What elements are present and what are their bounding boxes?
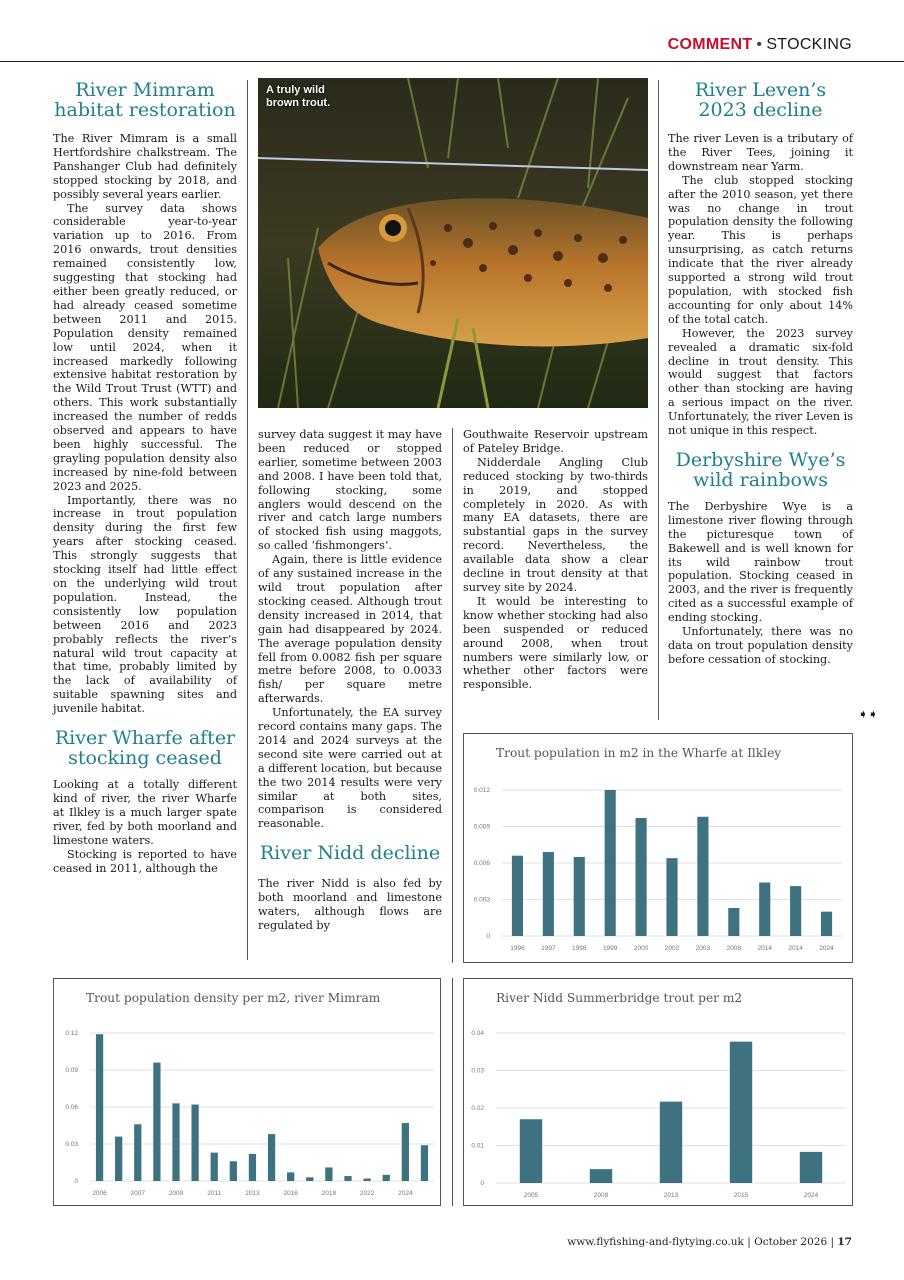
- paragraph: The Derbyshire Wye is a limestone river flowing through the picturesque town of Bakewell and is well known for its wild rainbow trout population. Stocking ceased in 2003, and the river is frequently cited as a successful example of ending stocking.: [668, 499, 853, 625]
- paragraph: The river Nidd is also fed by both moorland and limestone waters, although flows are regulated by: [258, 877, 442, 932]
- chart-title: River Nidd Summerbridge trout per m2: [496, 991, 743, 1005]
- column-divider: [452, 978, 453, 1206]
- x-tick-label: 1996: [510, 945, 525, 952]
- footer-issue: October 2026: [754, 1236, 828, 1248]
- continue-arrow-icon: ➧➧: [858, 707, 879, 721]
- bar: [697, 817, 708, 936]
- x-tick-label: 2015: [733, 1192, 749, 1199]
- chart-wharfe: [463, 733, 853, 963]
- column-4: [668, 80, 853, 667]
- x-tick-label: 2013: [663, 1192, 679, 1199]
- brown-trout-image: [258, 78, 648, 408]
- photo-caption: [266, 84, 330, 109]
- topic-name: STOCKING: [766, 36, 852, 53]
- caption-line: brown trout.: [266, 96, 331, 109]
- section-label: [668, 36, 852, 54]
- bar: [728, 908, 739, 936]
- x-tick-label: 2024: [819, 945, 834, 952]
- bar: [636, 818, 647, 936]
- chart-mimram-plot: [54, 979, 440, 1205]
- x-tick-label: 2008: [593, 1192, 609, 1199]
- chart-nidd: [463, 978, 853, 1206]
- page-footer: [567, 1236, 852, 1248]
- paragraph: The club stopped stocking after the 2010 season, yet there was no change in trout population density the following year. This is perhaps unsurprising, as catch returns indicate that the river already supported a strong wild trout population, with stocked fish accounting for only about 14% of the total catch.: [668, 173, 853, 326]
- y-tick-label: 0: [74, 1178, 78, 1185]
- y-tick-label: 0.09: [65, 1067, 78, 1074]
- section-name: COMMENT: [667, 36, 753, 53]
- header-separator: •: [756, 36, 763, 53]
- y-tick-label: 0: [486, 933, 490, 940]
- column-divider: [247, 80, 248, 960]
- x-tick-label: 2002: [664, 945, 680, 952]
- y-tick-label: 0.03: [471, 1067, 484, 1075]
- y-tick-label: 0.03: [65, 1141, 78, 1148]
- bar: [821, 912, 832, 936]
- bar: [543, 852, 554, 936]
- bar: [268, 1134, 275, 1181]
- x-tick-label: 2008: [726, 945, 742, 952]
- chart-wharfe-plot: [464, 734, 852, 962]
- column-divider: [452, 428, 453, 963]
- bar: [96, 1034, 103, 1181]
- bar: [115, 1137, 122, 1181]
- column-2: [258, 428, 442, 933]
- bar: [574, 857, 585, 936]
- heading-nidd: River Nidd decline: [259, 842, 441, 865]
- x-tick-label: 2011: [207, 1190, 222, 1197]
- y-tick-label: 0.04: [471, 1030, 484, 1037]
- caption-line: A truly wild: [266, 84, 325, 96]
- y-tick-label: 0.06: [65, 1104, 78, 1111]
- y-tick-label: 0.012: [473, 787, 490, 794]
- bar: [666, 858, 677, 936]
- page-header: [0, 30, 904, 62]
- paragraph: Unfortunately, there was no data on trout population density before cessation of stocking.: [668, 625, 853, 666]
- bar: [306, 1177, 313, 1181]
- y-tick-label: 0: [480, 1180, 484, 1187]
- paragraph: Unfortunately, the EA survey record contains many gaps. The 2014 and 2024 surveys at the second site were carried out at a different location, but because the two 2014 results were very similar at both sites, comparison is considered reasonable.: [258, 706, 442, 831]
- bar: [211, 1153, 218, 1181]
- bar: [153, 1063, 160, 1181]
- x-tick-label: 1998: [572, 945, 587, 952]
- page-number: 17: [837, 1236, 852, 1248]
- x-tick-label: 2000: [633, 945, 649, 952]
- footer-url[interactable]: www.flyfishing-and-flytying.co.uk: [567, 1236, 744, 1248]
- bar: [172, 1103, 179, 1181]
- column-3: [463, 428, 648, 692]
- y-tick-label: 0.01: [471, 1142, 484, 1150]
- x-tick-label: 2009: [168, 1190, 184, 1197]
- bar: [134, 1124, 141, 1181]
- footer-separator: |: [830, 1236, 835, 1248]
- bar: [520, 1119, 542, 1183]
- column-1: [53, 80, 237, 875]
- heading-wye: Derbyshire Wye’s wild rainbows: [675, 448, 846, 491]
- bar: [344, 1176, 351, 1181]
- paragraph: Again, there is little evidence of any sustained increase in the wild trout population after stocking ceased. Although trout density increased in 2014, that gain had disappeared by 2024. The average population density fell from 0.0082 fish per square metre before 2008, to 0.0033 fish/ per square metre afterwards.: [258, 553, 442, 706]
- bar: [421, 1145, 428, 1181]
- chart-nidd-plot: [464, 979, 852, 1205]
- x-tick-label: 1997: [541, 945, 556, 952]
- heading-leven: River Leven’s 2023 decline: [694, 79, 827, 121]
- paragraph: However, the 2023 survey revealed a dramatic six-fold decline in trout density. This would suggest that factors other than stocking are having a serious impact on the river. Unfortunately, the river Leven is not unique in this respect.: [668, 326, 853, 438]
- bar: [249, 1154, 256, 1181]
- chart-title: Trout population density per m2, river Mimram: [86, 991, 381, 1005]
- x-tick-label: 2003: [695, 945, 711, 952]
- x-tick-label: 2024: [803, 1192, 819, 1199]
- x-tick-label: 2007: [130, 1190, 146, 1197]
- x-tick-label: 2014: [788, 945, 803, 952]
- y-tick-label: 0.009: [473, 823, 490, 831]
- bar: [790, 886, 801, 936]
- bar: [363, 1179, 370, 1181]
- bar: [383, 1175, 390, 1181]
- bar: [590, 1169, 612, 1183]
- x-tick-label: 2024: [398, 1190, 413, 1197]
- paragraph: survey data suggest it may have been reduced or stopped earlier, sometime between 2003 and 2008. I have been told that, following stocking, some anglers would descend on the river and catch large numbers of stocked fish using maggots, so called ‘fishmongers’.: [258, 428, 442, 553]
- bar: [759, 882, 770, 936]
- bar: [512, 856, 523, 936]
- bar: [325, 1167, 332, 1181]
- x-tick-label: 2013: [245, 1190, 260, 1197]
- paragraph: Stocking is reported to have ceased in 2011, although the: [53, 847, 237, 875]
- heading-mimram: River Mimram habitat restoration: [54, 79, 236, 121]
- y-tick-label: 0.006: [473, 860, 490, 867]
- bar: [230, 1161, 237, 1181]
- chart-mimram: [53, 978, 441, 1206]
- paragraph: Nidderdale Angling Club reduced stocking by two-thirds in 2019, and stopped completely in 2020. As with many EA datasets, there are substantial gaps in the survey record. Nevertheless, the available data show a clear decline in trout density at that survey site by 2024.: [463, 455, 648, 594]
- x-tick-label: 2014: [757, 945, 772, 952]
- paragraph: It would be interesting to know whether stocking had also been suspended or reduced around 2008, when trout numbers were similarly low, or whether other factors were responsible.: [463, 594, 648, 692]
- bar: [730, 1042, 752, 1183]
- trout-photo: [258, 78, 648, 408]
- y-tick-label: 0.12: [65, 1030, 78, 1037]
- footer-separator: |: [747, 1236, 751, 1248]
- bar: [800, 1152, 822, 1183]
- bar: [605, 790, 616, 936]
- heading-wharfe: River Wharfe after stocking ceased: [54, 727, 236, 770]
- x-tick-label: 2005: [523, 1192, 539, 1199]
- bar: [402, 1123, 409, 1181]
- x-tick-label: 2006: [92, 1190, 107, 1197]
- y-tick-label: 0.003: [473, 896, 490, 904]
- paragraph: The river Leven is a tributary of the River Tees, joining it downstream near Yarm.: [668, 132, 853, 173]
- paragraph: The River Mimram is a small Hertfordshire chalkstream. The Panshanger Club had definitely stopped stocking by 2018, and possibly several years earlier.: [53, 132, 237, 201]
- paragraph: The survey data shows considerable year-to-year variation up to 2016. From 2016 onwards, trout densities remained consistently low, suggesting that stocking had either been greatly reduced, or had already ceased sometime between 2011 and 2015. Population density remained low until 2024, when it increased markedly following extensive habitat restoration by the Wild Trout Trust (WTT) and others. This work substantially increased the number of redds observed and appears to have been highly successful. The grayling population density also increased by nine-fold between 2023 and 2025.: [53, 201, 237, 493]
- x-tick-label: 2016: [283, 1190, 298, 1197]
- bar: [660, 1102, 682, 1183]
- x-tick-label: 2018: [321, 1190, 337, 1197]
- column-divider: [658, 80, 659, 720]
- paragraph: Looking at a totally different kind of river, the river Wharfe at Ilkley is a much larger spate river, fed by both moorland and limestone waters.: [53, 778, 237, 847]
- x-tick-label: 1999: [602, 945, 618, 952]
- paragraph: Gouthwaite Reservoir upstream of Pateley Bridge.: [463, 428, 648, 455]
- bar: [287, 1172, 294, 1181]
- paragraph: Importantly, there was no increase in trout population density during the first few years after stocking ceased. This strongly suggests that stocking itself had little effect on the underlying wild trout population. Instead, the consistently low population between 2016 and 2023 probably reflects the river’s natural wild trout capacity at that time, probably limited by the lack of availability of suitable spawning sites and juvenile habitat.: [53, 493, 237, 716]
- chart-title: Trout population in m2 in the Wharfe at Ilkley: [496, 746, 782, 760]
- bar: [191, 1105, 198, 1181]
- y-tick-label: 0.02: [471, 1105, 484, 1112]
- x-tick-label: 2022: [359, 1190, 375, 1197]
